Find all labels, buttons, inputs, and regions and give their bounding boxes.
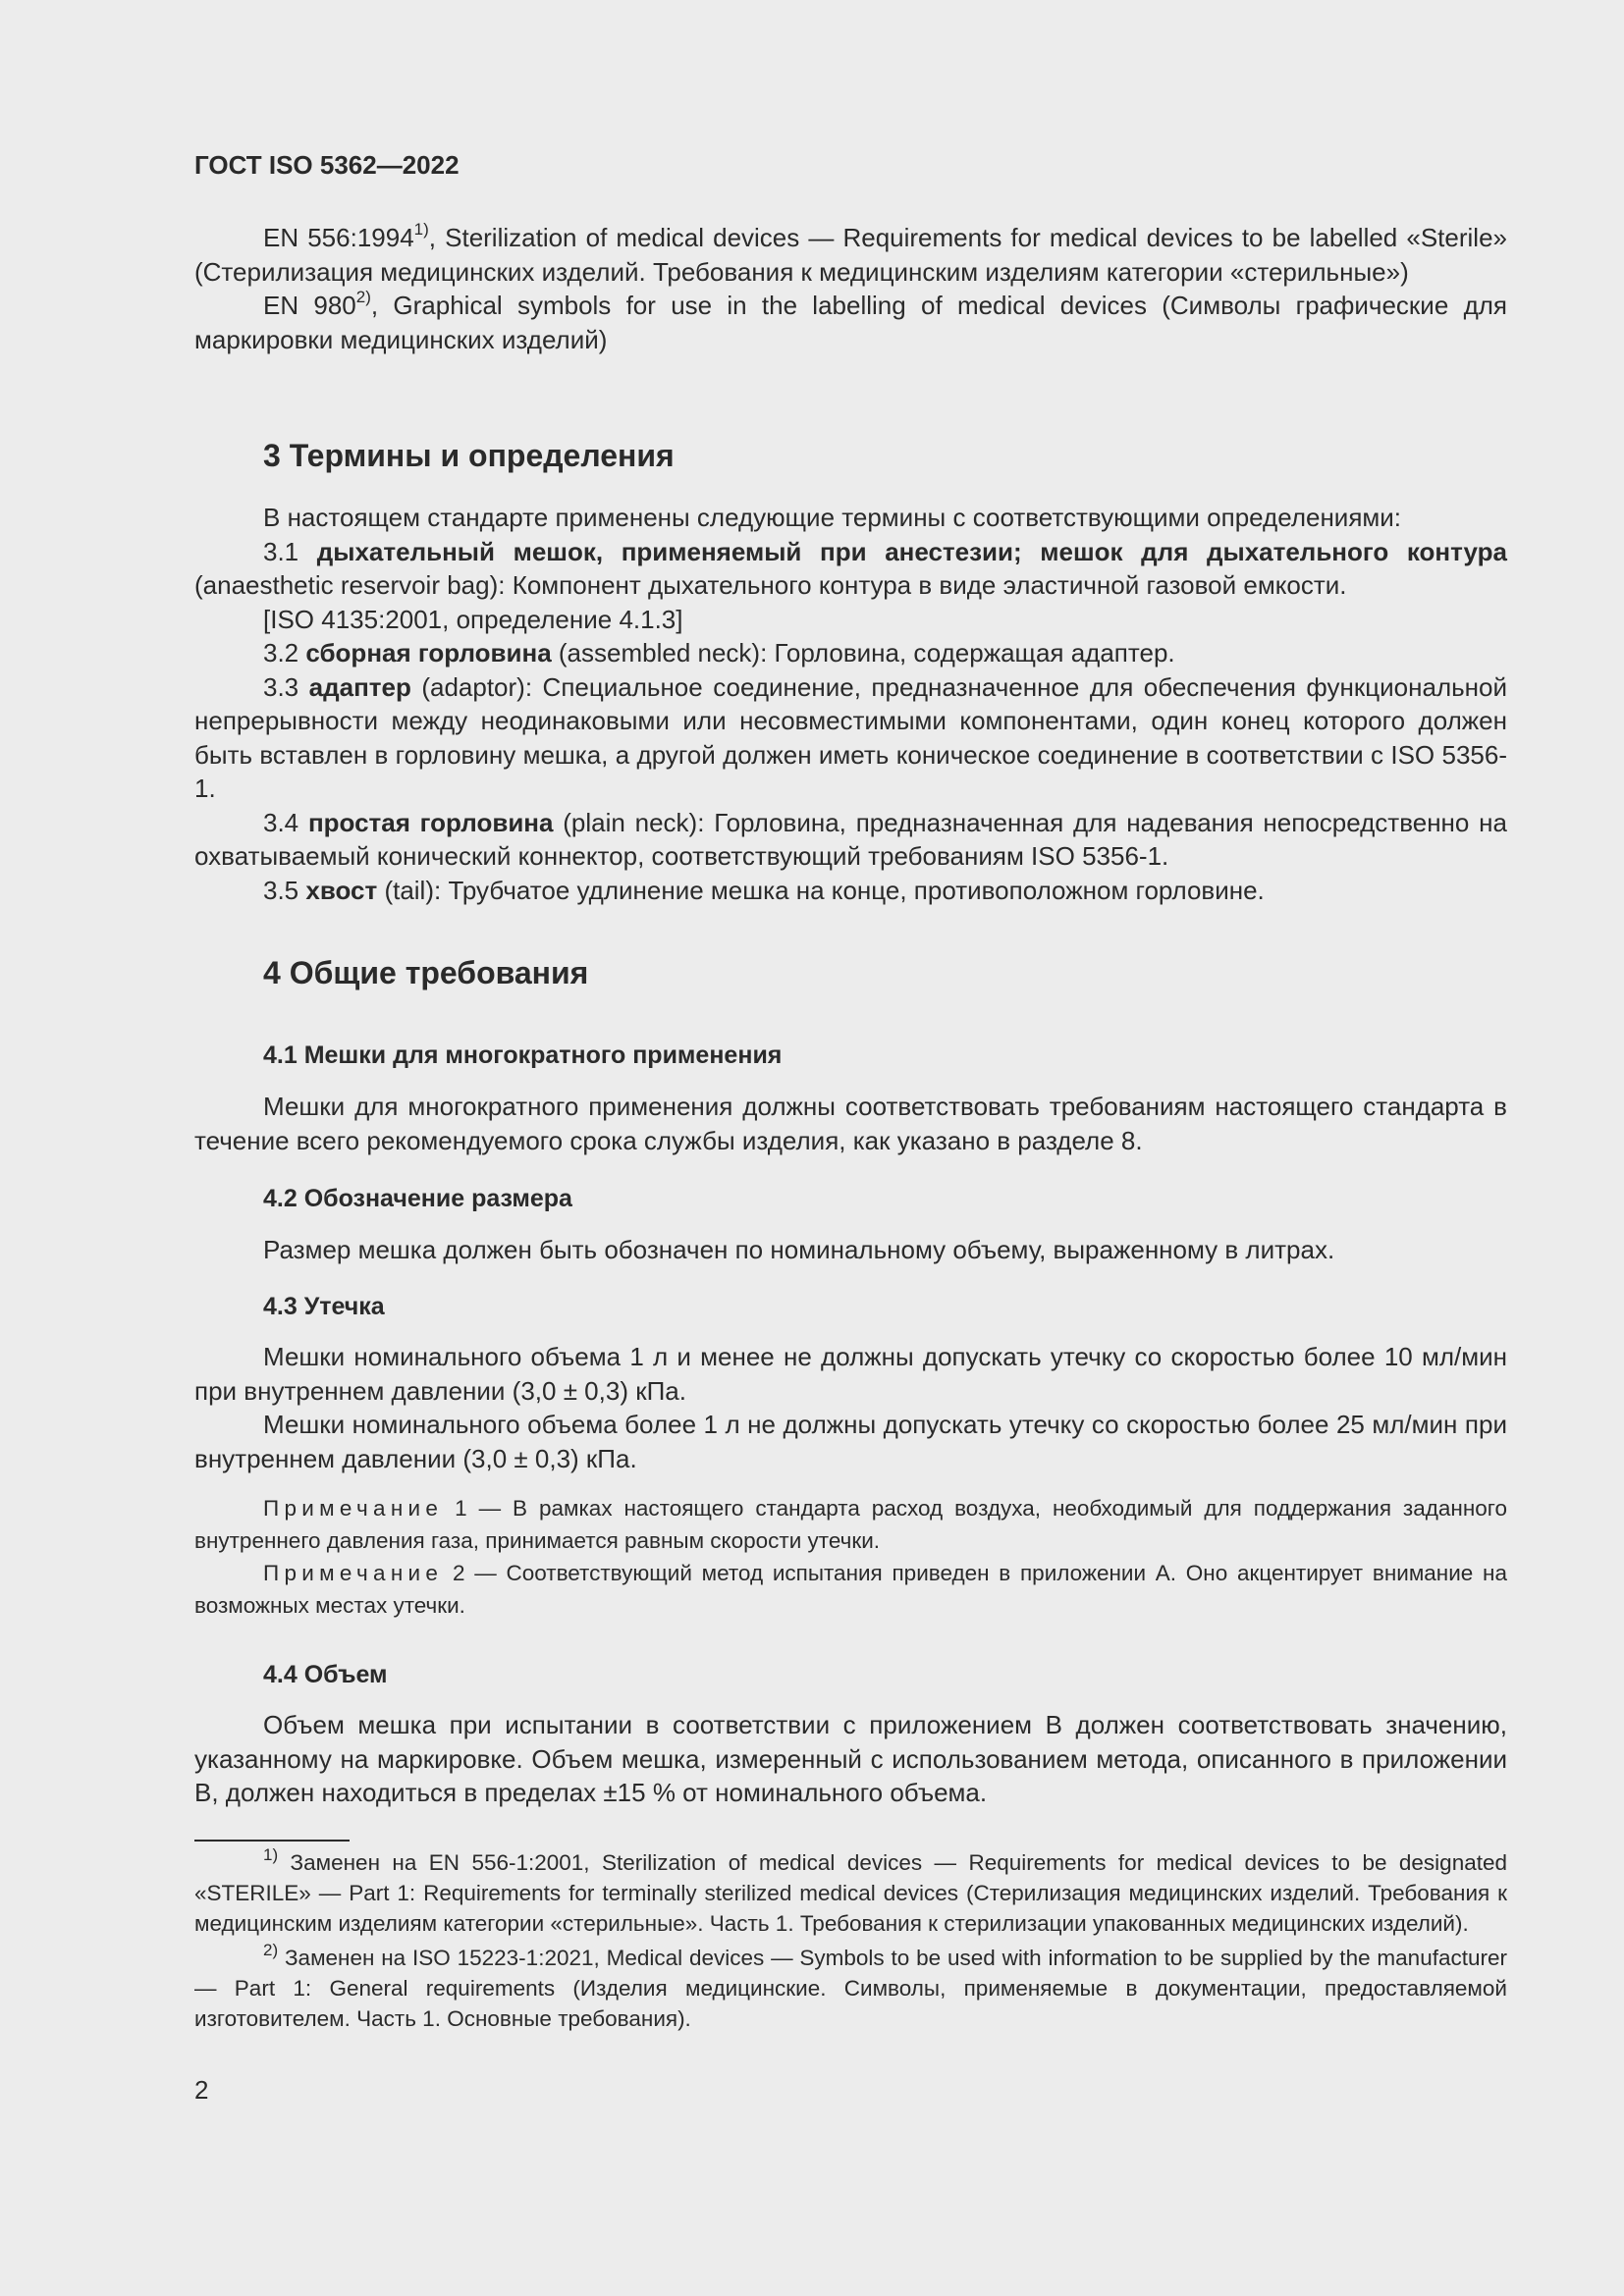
note-text: 1 — В рамках настоящего стандарта расход воздуха, необходимый для поддержания заданного внутреннего давления газа, принимается равным скорости утечки. [194, 1496, 1507, 1553]
footnote-text: Заменен на EN 556-1:2001, Sterilization of medical devices — Requirements for medical devices to be designated «STERILE» — Part 1: Requirements for terminally sterilized medical devices (Стерилизация медицинских изделий. Требования к медицинским изделиям категории «стерильные». Часть 1. Требования к стерилизации упакованных медицинских изделий). [194, 1850, 1507, 1936]
footnote-1 [194, 1844, 1507, 1939]
term-3-4 [194, 806, 1507, 874]
term-definition: (adaptor): Специальное соединение, предназначенное для обеспечения функциональной непрерывности между неодинаковыми или несовместимыми компонентами, один конец которого должен быть вставлен в горловину мешка, а другой должен иметь коническое соединение в соответствии с ISO 5356-1. [194, 671, 1507, 803]
term-3-1 [194, 535, 1507, 603]
term-definition: (anaesthetic reservoir bag): Компонент дыхательного контура в виде эластичной газовой емкости. [194, 570, 1347, 600]
section-4-4-heading-wrap [194, 1658, 1507, 1691]
term-3-5 [194, 874, 1507, 908]
section-3-body [194, 501, 1507, 907]
term-3-3 [194, 670, 1507, 806]
reference-en556 [194, 221, 1507, 289]
notes [194, 1492, 1507, 1622]
term-name: простая горловина [307, 807, 554, 837]
footnote-mark: 2) [263, 1940, 279, 1959]
term-number: 3.2 [263, 638, 306, 667]
section-4-2-heading: 4.2 Обозначение размера [263, 1185, 572, 1212]
term-name: сборная горловина [305, 638, 552, 667]
term-number: 3.4 [263, 807, 308, 837]
section-4-3-heading-wrap [194, 1290, 1507, 1323]
page-number: 2 [194, 2075, 209, 2105]
section-4-heading-wrap [194, 953, 1507, 992]
footnote-mark: 1) [263, 1844, 279, 1864]
term-name: хвост [305, 875, 378, 905]
term-3-2 [194, 636, 1507, 670]
footnote-2 [194, 1940, 1507, 2034]
term-number: 3.1 [263, 536, 317, 566]
note-2 [194, 1557, 1507, 1622]
normative-references [194, 221, 1507, 356]
section-4-3-para-1: Мешки номинального объема 1 л и менее не должны допускать утечку со скоростью более 10 мл/мин при внутреннем давлении (3,0 ± 0,3) кПа. [194, 1342, 1507, 1406]
section-3-intro: В настоящем стандарте применены следующие термины с соответствующими определениями: [263, 503, 1402, 532]
note-text: 2 — Соответствующий метод испытания приведен в приложении А. Оно акцентирует внимание на возможных местах утечки. [194, 1561, 1507, 1618]
reference-en980 [194, 289, 1507, 356]
term-name: дыхательный мешок, применяемый при анестезии; мешок для дыхательного контура [316, 536, 1507, 566]
section-4-3-para-2: Мешки номинального объема более 1 л не должны допускать утечку со скоростью более 25 мл/мин при внутреннем давлении (3,0 ± 0,3) кПа. [194, 1410, 1507, 1473]
term-3-1-source: [ISO 4135:2001, определение 4.1.3] [263, 604, 683, 634]
section-4-1-text: Мешки для многократного применения должны соответствовать требованиям настоящего стандарта в течение всего рекомендуемого срока службы изделия, как указано в разделе 8. [194, 1092, 1507, 1155]
note-label: Примечание [263, 1496, 444, 1521]
footnote-text: Заменен на ISO 15223-1:2021, Medical devices — Symbols to be used with information to be supplied by the manufacturer — Part 1: General requirements (Изделия медицинские. Символы, применяемые в документации, предоставляемой изготовителем. Часть 1. Основные требования). [194, 1946, 1507, 2031]
section-4-4-heading: 4.4 Объем [263, 1661, 388, 1688]
section-4-2-body [194, 1233, 1507, 1267]
ref-text: , Graphical symbols for use in the labelling of medical devices (Символы графические для маркировки медицинских изделий) [194, 291, 1507, 354]
section-4-3-body [194, 1340, 1507, 1475]
term-name: адаптер [308, 671, 411, 702]
footnote-separator [194, 1840, 350, 1842]
section-3-heading: 3 Термины и определения [263, 438, 675, 473]
section-4-1-body [194, 1090, 1507, 1157]
note-1 [194, 1492, 1507, 1557]
section-4-4-body [194, 1708, 1507, 1810]
section-4-4-text: Объем мешка при испытании в соответствии с приложением В должен соответствовать значению, указанному на маркировке. Объем мешка, измеренный с использованием метода, описанного в приложении В, должен находиться в пределах ±15 % от номинального объема. [194, 1710, 1507, 1807]
term-number: 3.5 [263, 875, 306, 905]
ref-text: , Sterilization of medical devices — Requirements for medical devices to be labelled «Sterile» (Стерилизация медицинских изделий. Требования к медицинским изделиям категории «стерильные») [194, 223, 1507, 287]
footnotes [194, 1844, 1507, 2034]
term-definition: (assembled neck): Горловина, содержащая адаптер. [551, 638, 1175, 667]
footnote-mark: 1) [413, 220, 429, 240]
term-definition: (tail): Трубчатое удлинение мешка на конце, противоположном горловине. [377, 875, 1265, 905]
section-4-1-heading: 4.1 Мешки для многократного применения [263, 1041, 783, 1069]
footnote-mark: 2) [355, 288, 371, 307]
term-number: 3.3 [263, 671, 309, 702]
section-4-2-text: Размер мешка должен быть обозначен по номинальному объему, выраженному в литрах. [263, 1235, 1335, 1264]
section-4-heading: 4 Общие требования [263, 955, 589, 990]
ref-code: EN 980 [263, 291, 356, 320]
term-definition: (plain neck): Горловина, предназначенная для надевания непосредственно на охватываемый конический коннектор, соответствующий требованиям ISO 5356-1. [194, 807, 1507, 871]
note-label: Примечание [263, 1561, 444, 1585]
document-header: ГОСТ ISO 5362—2022 [194, 150, 460, 180]
section-4-3-heading: 4.3 Утечка [263, 1293, 385, 1320]
ref-code: EN 556:1994 [263, 223, 414, 252]
section-4-2-heading-wrap [194, 1182, 1507, 1215]
section-3-heading-wrap [194, 436, 1507, 475]
section-4-1-heading-wrap [194, 1039, 1507, 1072]
